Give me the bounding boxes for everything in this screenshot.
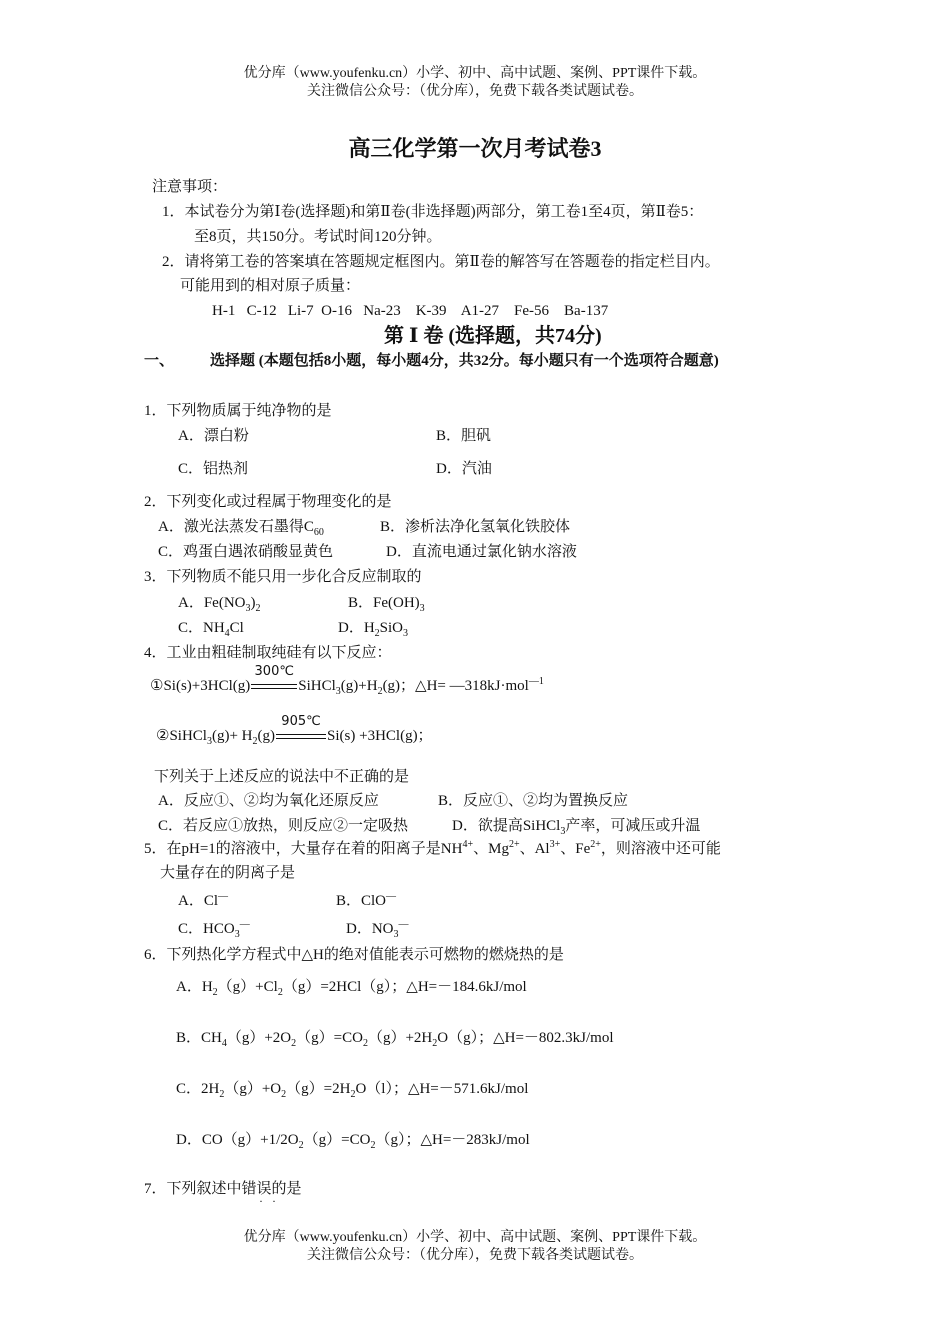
q1-option-c: C．铝热剂 — [178, 461, 249, 477]
footer-line-1: 优分库（www.youfenku.cn）小学、初中、高中试题、案例、PPT课件下载。 — [243, 1230, 707, 1245]
q4-equation-2: ②SiHCl$_3$(g)+ $H_2(g)$ 905℃ Si(s) +3HCl(g)； — [156, 713, 433, 747]
q3-option-a: A．$Fe(NO_3)_2$ — [178, 595, 261, 614]
q4-question: 下列关于上述反应的说法中不正确的是 — [154, 769, 410, 785]
q1-stem: 1．下列物质属于纯净物的是 — [144, 403, 332, 419]
q4-option-d: D．欲提高SiHCl$_3$产率，可减压或升温 — [452, 818, 701, 837]
q3-option-d: D．$H_2SiO_3$ — [338, 620, 409, 639]
q1-option-a: A．漂白粉 — [178, 428, 249, 444]
reaction-arrow-1: 300℃ — [251, 678, 297, 696]
atomic-mass-list: H-1 C-12 Li-7 O-16 Na-23 K-39 A1-27 Fe-56 Ba-137 — [212, 303, 609, 319]
q1-option-b: B．胆矾 — [436, 428, 492, 444]
q5-option-a: A．Cl— — [178, 891, 229, 909]
q6-option-c: C．$2H_2(g)+O_2(g)=2H_2O(l)$；△H=－571.6kJ/mol — [176, 1081, 529, 1100]
q5-stem: 5．在pH=1的溶液中，大量存在着的阳离子是$NH^{4+}$、$Mg^{2+}$、$Al^{3+}$、$Fe^{2+}$，则溶液中还可能 — [144, 839, 721, 857]
q6-stem: 6．下列热化学方程式中△H的绝对值能表示可燃物的燃烧热的是 — [144, 947, 564, 963]
notice-item-2: 2．请将第工卷的答案填在答题规定框图内。第Ⅱ卷的解答写在答题卷的指定栏目内。 — [162, 254, 720, 270]
q3-option-c: C．$NH_4Cl$ — [178, 620, 244, 639]
q5-option-c: C．$HCO_3^—$ — [178, 919, 250, 940]
part-description: 选择题 (本题包括8小题，每小题4分，共32分。每小题只有一个选项符合题意) — [210, 353, 719, 369]
header-line-1: 优分库（www.youfenku.cn）小学、初中、高中试题、案例、PPT课件下载。 — [243, 66, 707, 81]
q6-option-a: A．$H_2(g)+Cl_2(g)=2HCl(g)$；△H=－184.6kJ/mol — [176, 979, 527, 998]
page-title: 高三化学第一次月考试卷3 — [348, 136, 602, 161]
q4-equation-1: ①Si(s)+3HCl(g) 300℃ $SiHCl_3(g)+H_2(g)$；△H= —318kJ·mol$^{—1}$ — [150, 663, 544, 697]
q4-option-c: C．若反应①放热，则反应②一定吸热 — [158, 818, 409, 834]
emphasis-dots: · · — [259, 1194, 276, 1208]
q2-option-b: B．渗析法净化氢氧化铁胶体 — [380, 519, 571, 535]
reaction-arrow-2: 905℃ — [276, 728, 326, 746]
q4-option-b: B．反应①、②均为置换反应 — [438, 793, 629, 809]
part-label: 一、 — [144, 353, 175, 369]
q6-option-b: B．$CH_4(g)+2O_2(g)=CO_2(g)+2H_2O(g)$；△H=－802.3kJ/mol — [176, 1030, 614, 1049]
q7-stem: 7．下列叙述中错误的是 — [144, 1181, 302, 1197]
notice-item-1: 1．本试卷分为第Ⅰ卷(选择题)和第Ⅱ卷(非选择题)两部分，第工卷1至4页，第Ⅱ卷5： — [162, 204, 704, 220]
q5-stem-cont: 大量存在的阴离子是 — [160, 865, 296, 881]
q4-option-a: A．反应①、②均为氧化还原反应 — [158, 793, 379, 809]
q3-stem: 3．下列物质不能只用一步化合反应制取的 — [144, 569, 422, 585]
q2-option-d: D．直流电通过氯化钠水溶液 — [386, 544, 577, 560]
q2-stem: 2．下列变化或过程属于物理变化的是 — [144, 494, 392, 510]
q5-option-b: B．ClO— — [336, 891, 397, 909]
q4-stem: 4．工业由粗硅制取纯硅有以下反应： — [144, 645, 392, 661]
q2-option-c: C．鸡蛋白遇浓硝酸显黄色 — [158, 544, 334, 560]
header-line-2: 关注微信公众号：（优分库），免费下载各类试题试卷。 — [307, 84, 643, 99]
q3-option-b: B．$Fe(OH)_3$ — [348, 595, 425, 614]
q2-option-a: A．激光法蒸发石墨得$C_{60}$ — [158, 519, 324, 538]
q6-option-d: D．$CO(g)+1/2O_2(g)=CO_2(g)$；△H=－283kJ/mol — [176, 1132, 530, 1151]
q5-option-d: D．$NO_3^—$ — [346, 919, 409, 940]
notice-heading: 注意事项： — [152, 179, 228, 195]
q1-option-d: D．汽油 — [436, 461, 492, 477]
volume-title: 第 Ⅰ 卷 (选择题，共74分) — [384, 325, 602, 347]
footer-line-2: 关注微信公众号：（优分库），免费下载各类试题试卷。 — [307, 1248, 643, 1263]
notice-item-1-cont: 至8页，共150分。考试时间120分钟。 — [194, 229, 442, 245]
atomic-mass-heading: 可能用到的相对原子质量： — [180, 278, 361, 294]
